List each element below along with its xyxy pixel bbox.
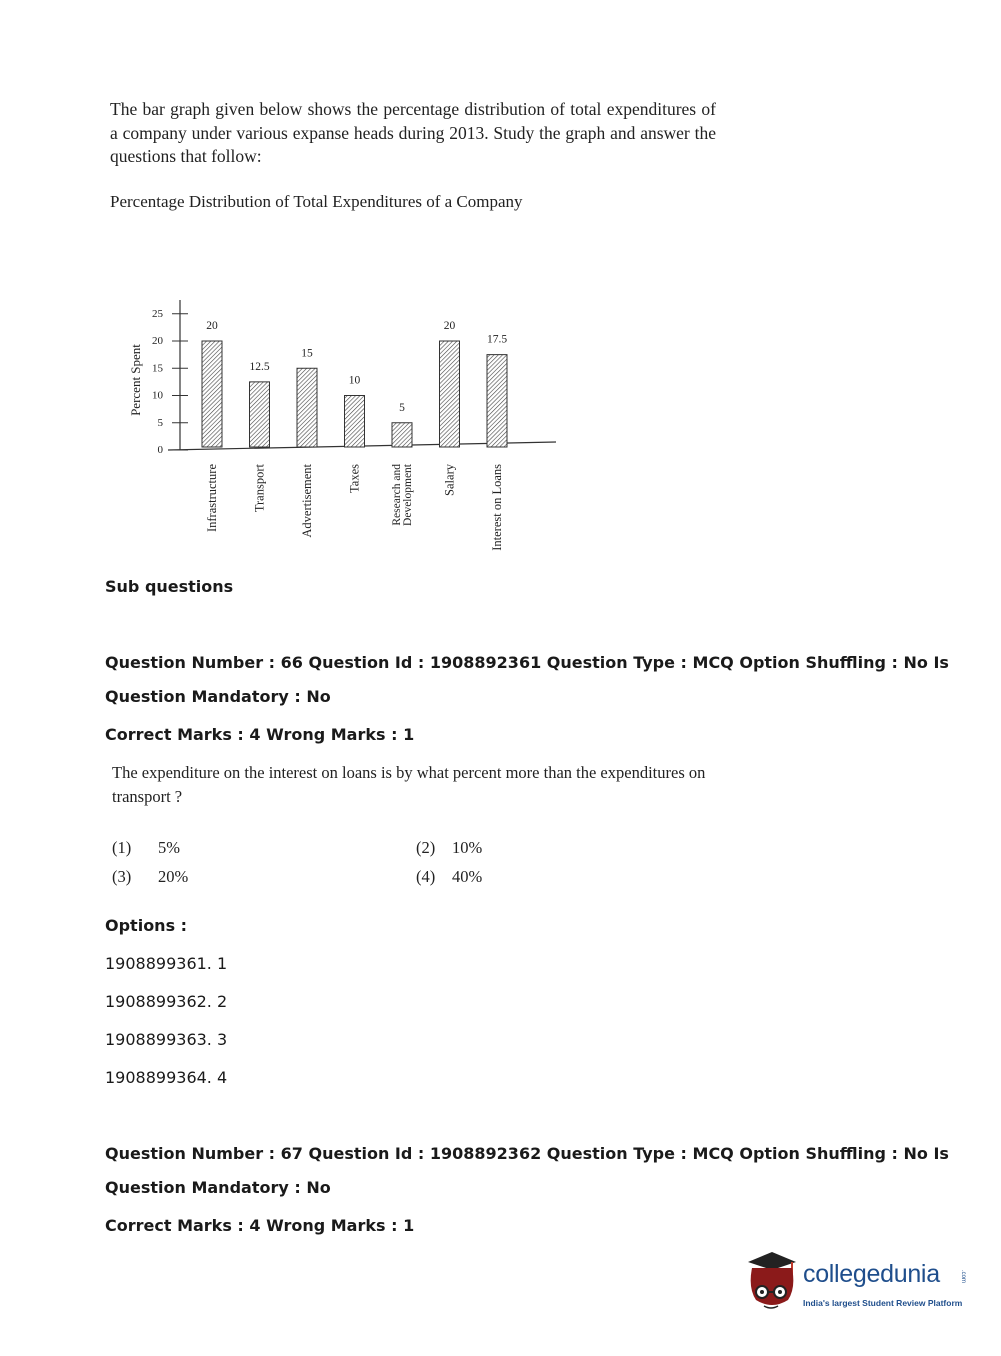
bar-value-label: 12.5 — [249, 360, 270, 373]
x-category-label: Salary — [442, 464, 457, 496]
q66-header-line1: Question Number : 66 Question Id : 1908892361 Question Type : MCQ Option Shuffling : No Is — [105, 653, 949, 672]
bar-research-and-development — [392, 423, 412, 447]
bar-value-label: 15 — [301, 347, 313, 360]
logo-com: .com — [960, 1270, 966, 1284]
q66-choice-1-value: 5% — [158, 838, 180, 857]
q67-marks: Correct Marks : 4 Wrong Marks : 1 — [105, 1216, 415, 1235]
q66-choice-1 — [112, 838, 180, 858]
bar-value-label: 20 — [443, 320, 456, 332]
bar-infrastructure — [202, 341, 222, 447]
x-category-label: Research and — [391, 464, 403, 526]
chart-title: Percentage Distribution of Total Expenditures of a Company — [110, 192, 523, 211]
y-tick-label: 0 — [157, 444, 163, 456]
x-category-label: Taxes — [347, 464, 362, 493]
intro-paragraph: The bar graph given below shows the percentage distribution of total expenditures of a company under various expanse heads during 2013. Study the graph and answer the questions that follow: — [110, 99, 716, 166]
x-category-label: Transport — [252, 464, 267, 513]
q67-header-line1: Question Number : 67 Question Id : 1908892362 Question Type : MCQ Option Shuffling : No Is — [105, 1144, 949, 1163]
y-axis-label: Percent Spent — [128, 344, 143, 416]
q66-choice-3-num: (3) — [112, 867, 132, 886]
q66-choice-1-num: (1) — [112, 838, 132, 857]
bar-value-label: 5 — [399, 401, 405, 414]
x-category-label: Advertisement — [300, 464, 314, 538]
q67-header-line2: Question Mandatory : No — [105, 1178, 331, 1197]
bar-transport — [250, 382, 270, 447]
q66-marks: Correct Marks : 4 Wrong Marks : 1 — [105, 725, 415, 744]
q66-option-4: 1908899364. 4 — [105, 1068, 228, 1087]
bar-chart — [120, 300, 570, 570]
x-category-label: Infrastructure — [205, 464, 219, 533]
bar-interest-on-loans — [487, 355, 507, 447]
bar-value-label: 10 — [348, 374, 361, 387]
y-tick-label: 10 — [152, 389, 163, 402]
q66-option-3: 1908899363. 3 — [105, 1030, 228, 1049]
y-tick-label: 25 — [152, 307, 163, 320]
q66-question-text: The expenditure on the interest on loans is by what percent more than the expenditures on transport ? — [112, 763, 706, 806]
bar-value-label: 17.5 — [486, 333, 508, 346]
q66-choice-2-num: (2) — [416, 838, 436, 857]
sub-questions-heading: Sub questions — [105, 577, 234, 596]
q66-choice-2-value: 10% — [452, 838, 483, 857]
q66-option-1: 1908899361. 1 — [105, 954, 228, 973]
logo-tagline: India's largest Student Review Platform — [803, 1298, 963, 1308]
bar-salary — [440, 341, 460, 447]
q66-options-heading: Options : — [105, 916, 188, 935]
q66-option-2: 1908899362. 2 — [105, 992, 228, 1011]
q66-choice-4-num: (4) — [416, 867, 436, 886]
logo-wordmark: collegedunia — [803, 1260, 940, 1288]
q66-choice-3-value: 20% — [158, 867, 189, 886]
mascot-icon — [740, 1248, 802, 1318]
x-category-label: Development — [402, 464, 414, 526]
q66-choice-3 — [112, 867, 188, 887]
bar-value-label: 20 — [206, 320, 218, 332]
q66-choice-4-value: 40% — [452, 867, 483, 886]
x-category-label: Interest on Loans — [490, 464, 504, 551]
q66-choice-4 — [416, 867, 482, 887]
bar-taxes — [345, 396, 365, 448]
q66-header-line2: Question Mandatory : No — [105, 687, 331, 706]
y-tick-label: 20 — [152, 335, 163, 347]
collegedunia-logo — [740, 1248, 970, 1318]
y-tick-label: 15 — [152, 362, 163, 375]
q66-choice-2 — [416, 838, 482, 858]
y-tick-label: 5 — [157, 416, 163, 429]
bar-advertisement — [297, 368, 317, 447]
